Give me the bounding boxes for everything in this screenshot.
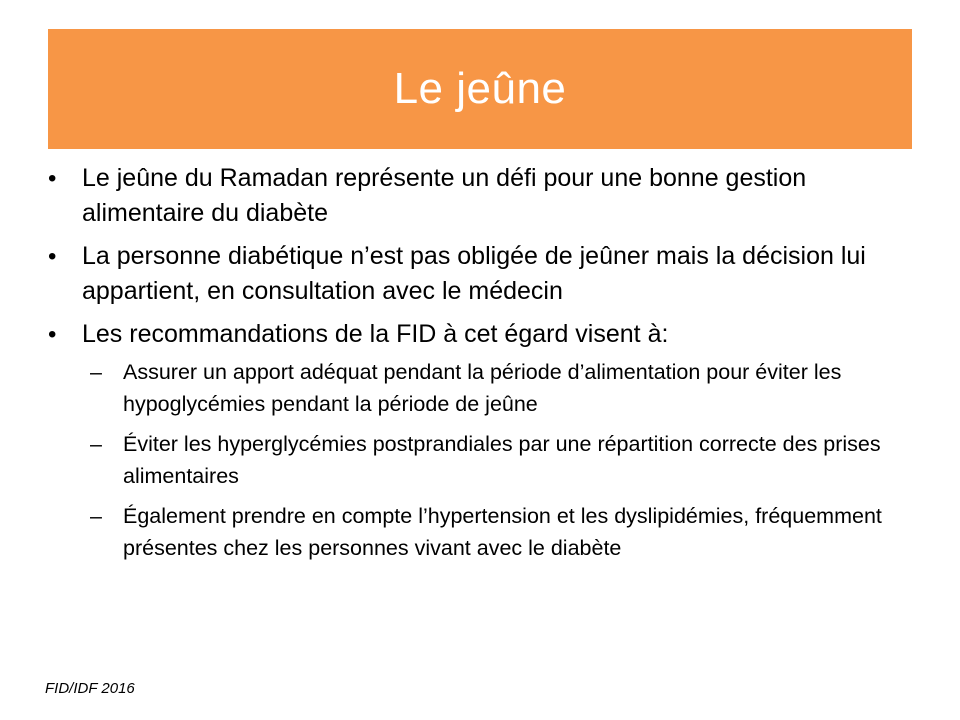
title-bar: [48, 29, 912, 149]
bullet-text: La personne diabétique n’est pas obligée de jeûner mais la décision lui appartient, en consultation avec le médecin: [82, 242, 866, 305]
sub-bullet-marker: –: [90, 504, 102, 528]
sub-bullet-item: [90, 428, 928, 492]
sub-bullet-text: Éviter les hyperglycémies postprandiales par une répartition correcte des prises alimentaires: [123, 432, 881, 488]
sub-bullet-text: Également prendre en compte l’hypertension et les dyslipidémies, fréquemment présentes chez les personnes vivant avec le diabète: [123, 504, 882, 560]
bullet-marker: •: [48, 243, 57, 270]
footer-source: FID/IDF 2016: [45, 680, 135, 697]
bullet-marker: •: [48, 165, 57, 192]
slide-content: [48, 161, 928, 572]
bullet-text: Le jeûne du Ramadan représente un défi pour une bonne gestion alimentaire du diabète: [82, 164, 807, 227]
bullet-text: Les recommandations de la FID à cet égard visent à:: [82, 320, 669, 348]
bullet-item: [48, 239, 928, 309]
sub-bullet-item: [90, 500, 928, 564]
bullet-item: [48, 161, 928, 231]
sub-bullet-text: Assurer un apport adéquat pendant la période d’alimentation pour éviter les hypoglycémies pendant la période de jeûne: [123, 360, 842, 416]
sub-bullet-item: [90, 356, 928, 420]
slide-title: Le jeûne: [393, 64, 567, 113]
sub-bullet-marker: –: [90, 360, 102, 384]
bullet-marker: •: [48, 321, 57, 348]
sub-bullet-marker: –: [90, 432, 102, 456]
bullet-item: [48, 317, 928, 352]
